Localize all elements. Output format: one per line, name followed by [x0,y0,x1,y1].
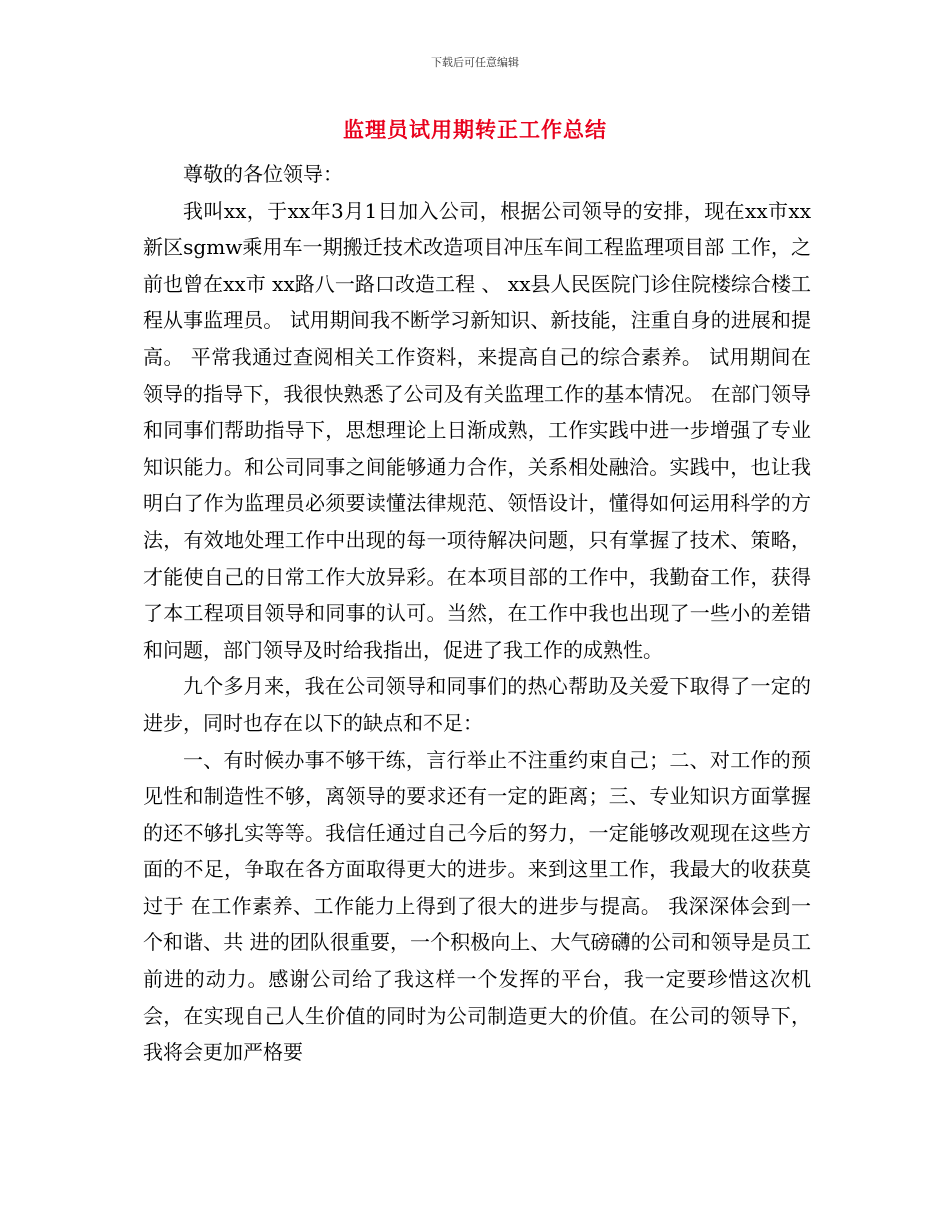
body-paragraph: 我叫xx，于xx年3月1日加入公司，根据公司领导的安排，现在xx市xx新区sgmw乘用车一期搬迁技术改造项目冲压车间工程监理项目部 工作，之前也曾在xx市 xx路八一路口改造工程 、 xx县人民医院门诊住院楼综合楼工程从事监理员。 试用期间我不断学习新知识、新技能，注重自身的进展和提高。 平常我通过查阅相关工作资料，来提高自己的综合素养。 试用期间在领导的指导下，我很快熟悉了公司及有关监理工作的基本情况。 在部门领导和同事们帮助指导下，思想理论上日渐成熟，工作实践中进一步增强了专业知识能力。和公司同事之间能够通力合作，关系相处融洽。实践中，也让我明白了作为监理员必须要读懂法律规范、领悟设计，懂得如何运用科学的方法，有效地处理工作中出现的每一项待解决问题，只有掌握了技术、策略，才能使自己的日常工作大放异彩。在本项目部的工作中，我勤奋工作，获得了本工程项目领导和同事的认可。当然，在工作中我也出现了一些小的差错和问题，部门领导及时给我指出，促进了我工作的成熟性。 [143,198,811,662]
header-note: 下载后可任意编辑 [431,56,519,69]
body-paragraph: 一、有时候办事不够干练，言行举止不注重约束自己；二、对工作的预见性和制造性不够，离领导的要求还有一定的距离；三、专业知识方面掌握的还不够扎实等等。我信任通过自己今后的努力，一定能够改观现在这些方面的不足，争取在各方面取得更大的进步。来到这里工作，我最大的收获莫过于 在工作素养、工作能力上得到了很大的进步与提高。 我深深体会到一 个和谐、共 进的团队很重要，一个积极向上、大气磅礴的公司和领导是员工前进的动力。感谢公司给了我这样一个发挥的平台，我一定要珍惜这次机会，在实现自己人生价值的同时为公司制造更大的价值。在公司的领导下，我将会更加严格要 [143,747,811,1065]
body-paragraph: 九个多月来，我在公司领导和同事们的热心帮助及关爱下取得了一定的进步，同时也存在以下的缺点和不足： [143,674,811,735]
document-body [143,156,811,1071]
salutation-paragraph: 尊敬的各位领导： [183,162,343,186]
page-title: 监理员试用期转正工作总结 [343,118,607,142]
